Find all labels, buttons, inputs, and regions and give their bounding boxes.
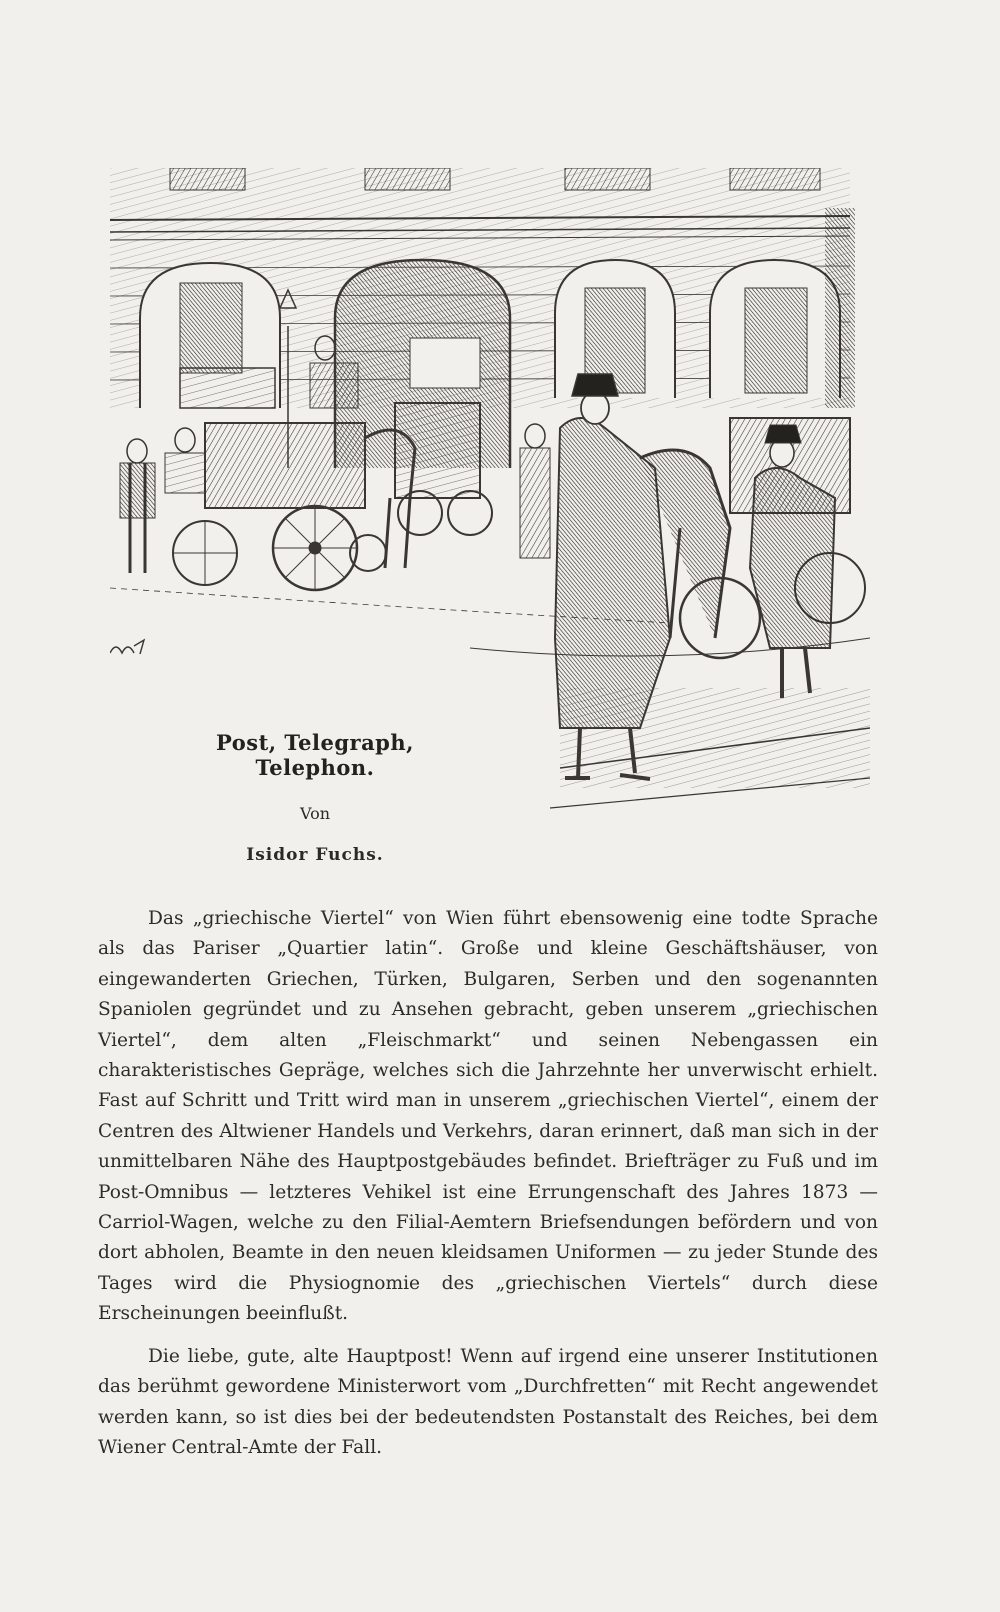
byline: Von: [299, 804, 331, 823]
title-block: [180, 730, 450, 865]
author-name: Isidor Fuchs.: [246, 845, 384, 865]
article-title: Post, Telegraph, Telephon.: [216, 730, 414, 780]
paragraph: Die liebe, gute, alte Hauptpost! Wenn auf irgend eine unserer Institutionen das berühmt gewordene Ministerwort vom „Durchfretten“ mit Recht angewendet werden kann, so ist dies bei der bedeutendsten Postanstalt des Reiches, bei dem Wiener Central-Amte der Fall.: [98, 1345, 878, 1458]
article-body: [98, 904, 878, 1475]
paragraph: Das „griechische Viertel“ von Wien führt ebensowenig eine todte Sprache als das Pariser „Quartier latin“. Große und kleine Geschäftshäuser, von eingewanderten Griechen, Türken, Bulgaren, Serben und den sogenannten Spaniolen gegründet und zu Ansehen gebracht, geben unserem „griechischen Viertel“, dem alten „Fleischmarkt“ und seinen Nebengassen ein charakteristisches Gepräge, welches sich die Jahrzehnte her unverwischt erhielt. Fast auf Schritt und Tritt wird man in unserem „griechischen Viertel“, einem der Centren des Altwiener Handels und Verkehrs, daran erinnert, daß man sich in der unmittelbaren Nähe des Hauptpostgebäudes befindet. Briefträger zu Fuß und im Post-Omnibus — letzteres Vehikel ist eine Errungenschaft des Jahres 1873 — Carriol-Wagen, welche zu den Filial-Aemtern Briefsendungen befördern und von dort abholen, Beamte in den neuen kleidsamen Uniformen — zu jeder Stunde des Tages wird die Physiognomie des „griechischen Viertels“ durch diese Erscheinungen beeinflußt.: [98, 908, 878, 1325]
post-office-engraving: [110, 168, 870, 810]
